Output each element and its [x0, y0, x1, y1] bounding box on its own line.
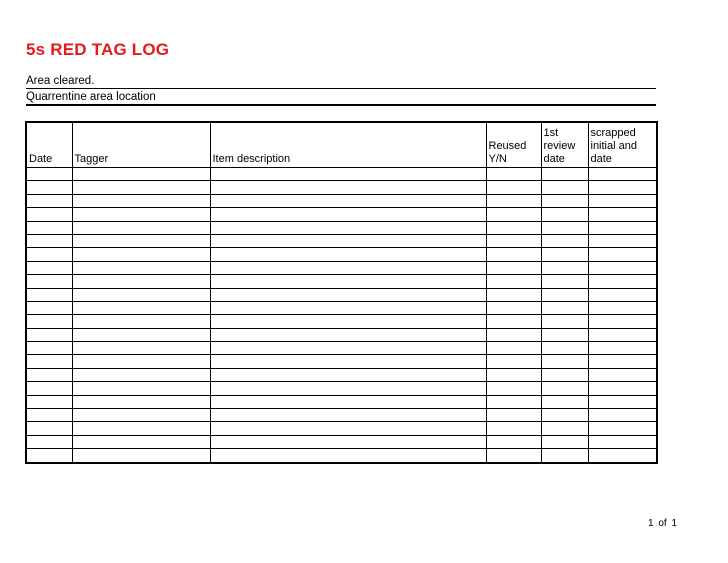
reused-cell[interactable] — [486, 355, 541, 368]
tagger-cell[interactable] — [72, 248, 210, 261]
review-date-cell[interactable] — [541, 422, 588, 435]
item-description-cell[interactable] — [210, 395, 486, 408]
review-date-cell[interactable] — [541, 435, 588, 448]
scrapped-cell[interactable] — [588, 301, 657, 314]
date-cell[interactable] — [26, 355, 72, 368]
reused-cell[interactable] — [486, 315, 541, 328]
item-description-cell[interactable] — [210, 368, 486, 381]
item-description-cell[interactable] — [210, 194, 486, 207]
area-cleared-rule — [26, 88, 656, 89]
date-cell[interactable] — [26, 288, 72, 301]
tagger-cell[interactable] — [72, 275, 210, 288]
review-date-cell[interactable] — [541, 181, 588, 194]
tagger-cell[interactable] — [72, 342, 210, 355]
scrapped-cell[interactable] — [588, 194, 657, 207]
review-date-cell[interactable] — [541, 301, 588, 314]
review-date-cell[interactable] — [541, 355, 588, 368]
scrapped-cell[interactable] — [588, 342, 657, 355]
table-row — [26, 301, 657, 314]
table-row — [26, 409, 657, 422]
date-cell[interactable] — [26, 382, 72, 395]
reused-cell[interactable] — [486, 382, 541, 395]
date-cell[interactable] — [26, 328, 72, 341]
item-description-cell[interactable] — [210, 288, 486, 301]
item-description-cell[interactable] — [210, 248, 486, 261]
table-row — [26, 288, 657, 301]
header-date: Date — [26, 122, 72, 168]
date-cell[interactable] — [26, 194, 72, 207]
item-description-cell[interactable] — [210, 301, 486, 314]
scrapped-cell[interactable] — [588, 261, 657, 274]
scrapped-cell[interactable] — [588, 328, 657, 341]
tagger-cell[interactable] — [72, 395, 210, 408]
header-first-review-date: 1st review date — [541, 122, 588, 168]
date-cell[interactable] — [26, 422, 72, 435]
reused-cell[interactable] — [486, 409, 541, 422]
item-description-cell[interactable] — [210, 328, 486, 341]
tagger-cell[interactable] — [72, 355, 210, 368]
table-row — [26, 395, 657, 408]
review-date-cell[interactable] — [541, 315, 588, 328]
scrapped-cell[interactable] — [588, 208, 657, 221]
table-row — [26, 261, 657, 274]
tagger-cell[interactable] — [72, 288, 210, 301]
review-date-cell[interactable] — [541, 382, 588, 395]
header-tagger: Tagger — [72, 122, 210, 168]
scrapped-cell[interactable] — [588, 355, 657, 368]
reused-cell[interactable] — [486, 301, 541, 314]
table-row — [26, 168, 657, 181]
reused-cell[interactable] — [486, 368, 541, 381]
table-row — [26, 382, 657, 395]
tagger-cell[interactable] — [72, 422, 210, 435]
page-title: 5s RED TAG LOG — [26, 40, 170, 59]
date-cell[interactable] — [26, 315, 72, 328]
scrapped-cell[interactable] — [588, 288, 657, 301]
reused-cell[interactable] — [486, 168, 541, 181]
table-row — [26, 368, 657, 381]
item-description-cell[interactable] — [210, 355, 486, 368]
table-row — [26, 315, 657, 328]
date-cell[interactable] — [26, 301, 72, 314]
table-row — [26, 234, 657, 247]
table-row — [26, 328, 657, 341]
reused-cell[interactable] — [486, 328, 541, 341]
table-body — [26, 168, 657, 463]
table-row — [26, 181, 657, 194]
table-row — [26, 422, 657, 435]
item-description-cell[interactable] — [210, 342, 486, 355]
date-cell[interactable] — [26, 181, 72, 194]
table-row — [26, 449, 657, 463]
review-date-cell[interactable] — [541, 368, 588, 381]
item-description-cell[interactable] — [210, 315, 486, 328]
review-date-cell[interactable] — [541, 234, 588, 247]
review-date-cell[interactable] — [541, 409, 588, 422]
date-cell[interactable] — [26, 168, 72, 181]
reused-cell[interactable] — [486, 234, 541, 247]
date-cell[interactable] — [26, 435, 72, 448]
item-description-cell[interactable] — [210, 382, 486, 395]
tagger-cell[interactable] — [72, 194, 210, 207]
date-cell[interactable] — [26, 342, 72, 355]
reused-cell[interactable] — [486, 261, 541, 274]
tagger-cell[interactable] — [72, 208, 210, 221]
review-date-cell[interactable] — [541, 288, 588, 301]
tagger-cell[interactable] — [72, 168, 210, 181]
scrapped-cell[interactable] — [588, 382, 657, 395]
item-description-cell[interactable] — [210, 449, 486, 463]
quarantine-location-rule — [26, 104, 656, 106]
review-date-cell[interactable] — [541, 449, 588, 463]
review-date-cell[interactable] — [541, 208, 588, 221]
table-row — [26, 275, 657, 288]
table-row — [26, 194, 657, 207]
table-row — [26, 342, 657, 355]
reused-cell[interactable] — [486, 288, 541, 301]
review-date-cell[interactable] — [541, 261, 588, 274]
scrapped-cell[interactable] — [588, 435, 657, 448]
item-description-cell[interactable] — [210, 422, 486, 435]
scrapped-cell[interactable] — [588, 181, 657, 194]
scrapped-cell[interactable] — [588, 248, 657, 261]
reused-cell[interactable] — [486, 422, 541, 435]
quarantine-location-label: Quarrentine area location — [26, 91, 156, 103]
reused-cell[interactable] — [486, 194, 541, 207]
reused-cell[interactable] — [486, 181, 541, 194]
review-date-cell[interactable] — [541, 248, 588, 261]
scrapped-cell[interactable] — [588, 234, 657, 247]
reused-cell[interactable] — [486, 435, 541, 448]
table-row — [26, 435, 657, 448]
table-row — [26, 208, 657, 221]
table-row — [26, 221, 657, 234]
reused-cell[interactable] — [486, 342, 541, 355]
header-item-description: Item description — [210, 122, 486, 168]
date-cell[interactable] — [26, 368, 72, 381]
tagger-cell[interactable] — [72, 435, 210, 448]
scrapped-cell[interactable] — [588, 221, 657, 234]
item-description-cell[interactable] — [210, 409, 486, 422]
tagger-cell[interactable] — [72, 301, 210, 314]
tagger-cell[interactable] — [72, 261, 210, 274]
date-cell[interactable] — [26, 449, 72, 463]
review-date-cell[interactable] — [541, 221, 588, 234]
tagger-cell[interactable] — [72, 409, 210, 422]
item-description-cell[interactable] — [210, 435, 486, 448]
scrapped-cell[interactable] — [588, 368, 657, 381]
item-description-cell[interactable] — [210, 261, 486, 274]
area-cleared-label: Area cleared. — [26, 75, 95, 87]
red-tag-log-table — [25, 121, 658, 464]
tagger-cell[interactable] — [72, 315, 210, 328]
date-cell[interactable] — [26, 221, 72, 234]
scrapped-cell[interactable] — [588, 422, 657, 435]
reused-cell[interactable] — [486, 395, 541, 408]
item-description-cell[interactable] — [210, 181, 486, 194]
table-row — [26, 248, 657, 261]
reused-cell[interactable] — [486, 449, 541, 463]
date-cell[interactable] — [26, 248, 72, 261]
date-cell[interactable] — [26, 261, 72, 274]
reused-cell[interactable] — [486, 221, 541, 234]
page-indicator: 1 of 1 — [648, 518, 678, 529]
header-scrapped: scrapped initial and date — [588, 122, 657, 168]
table-header-row — [26, 122, 657, 168]
date-cell[interactable] — [26, 395, 72, 408]
reused-cell[interactable] — [486, 275, 541, 288]
scrapped-cell[interactable] — [588, 449, 657, 463]
date-cell[interactable] — [26, 234, 72, 247]
review-date-cell[interactable] — [541, 395, 588, 408]
scrapped-cell[interactable] — [588, 315, 657, 328]
review-date-cell[interactable] — [541, 275, 588, 288]
date-cell[interactable] — [26, 208, 72, 221]
scrapped-cell[interactable] — [588, 395, 657, 408]
tagger-cell[interactable] — [72, 368, 210, 381]
tagger-cell[interactable] — [72, 181, 210, 194]
item-description-cell[interactable] — [210, 234, 486, 247]
tagger-cell[interactable] — [72, 234, 210, 247]
date-cell[interactable] — [26, 275, 72, 288]
reused-cell[interactable] — [486, 208, 541, 221]
date-cell[interactable] — [26, 409, 72, 422]
scrapped-cell[interactable] — [588, 168, 657, 181]
tagger-cell[interactable] — [72, 449, 210, 463]
review-date-cell[interactable] — [541, 168, 588, 181]
item-description-cell[interactable] — [210, 168, 486, 181]
review-date-cell[interactable] — [541, 328, 588, 341]
item-description-cell[interactable] — [210, 221, 486, 234]
scrapped-cell[interactable] — [588, 409, 657, 422]
reused-cell[interactable] — [486, 248, 541, 261]
item-description-cell[interactable] — [210, 275, 486, 288]
tagger-cell[interactable] — [72, 382, 210, 395]
review-date-cell[interactable] — [541, 342, 588, 355]
review-date-cell[interactable] — [541, 194, 588, 207]
header-reused: Reused Y/N — [486, 122, 541, 168]
item-description-cell[interactable] — [210, 208, 486, 221]
table-row — [26, 355, 657, 368]
tagger-cell[interactable] — [72, 221, 210, 234]
scrapped-cell[interactable] — [588, 275, 657, 288]
tagger-cell[interactable] — [72, 328, 210, 341]
